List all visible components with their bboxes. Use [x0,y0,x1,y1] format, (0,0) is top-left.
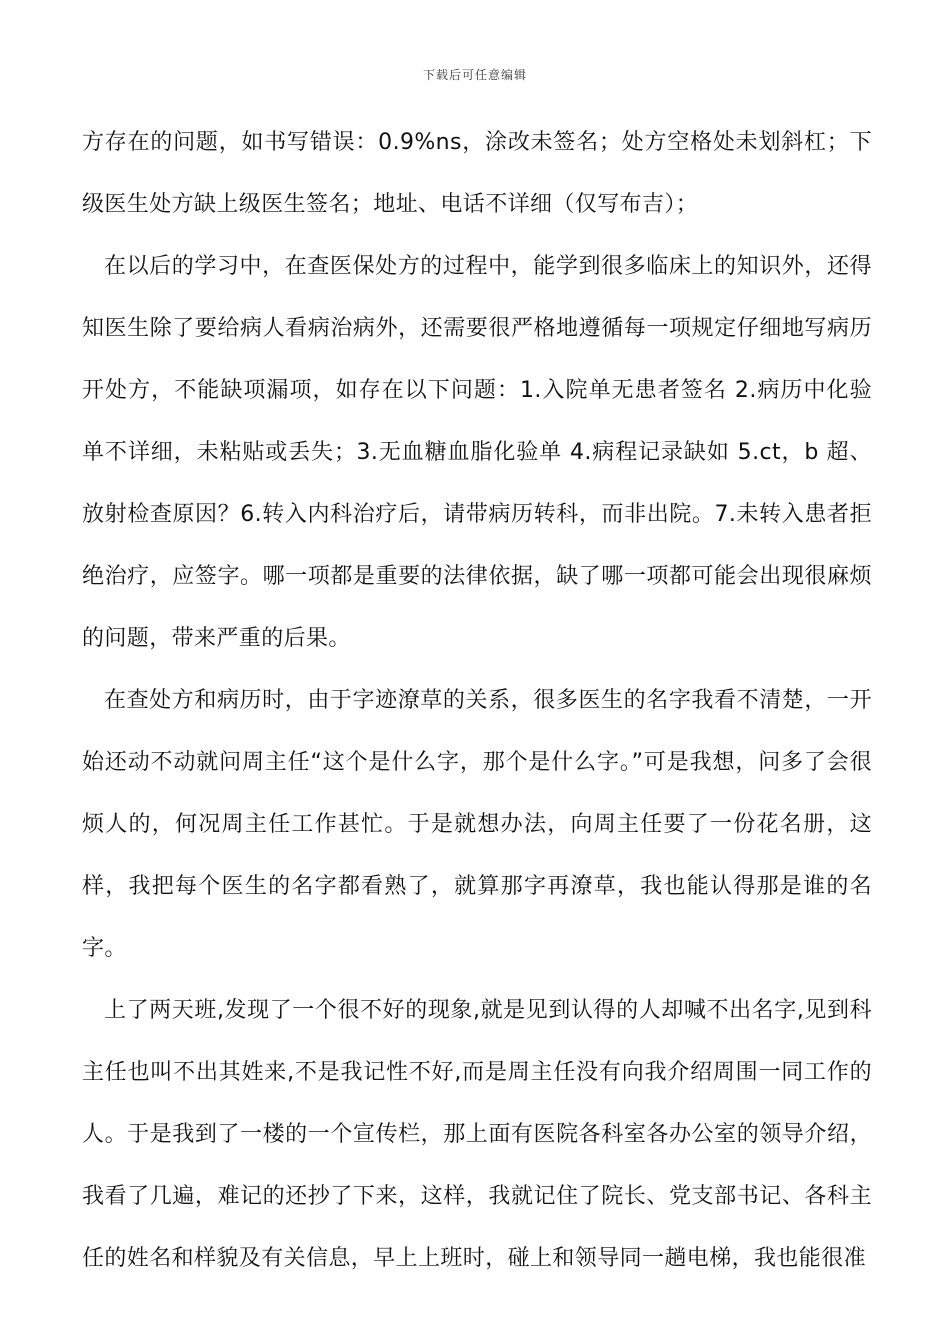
paragraph-3: 在查处方和病历时，由于字迹潦草的关系，很多医生的名字我看不清楚，一开始还动不动就问周主任“这个是什么字，那个是什么字。”可是我想，问多了会很烦人的，何况周主任工作甚忙。于是就想办法，向周主任要了一份花名册，这样，我把每个医生的名字都看熟了，就算那字再潦草，我也能认得那是谁的名字。 [82,688,872,961]
paragraph-1: 方存在的问题，如书写错误：0.9%ns，涂改未签名；处方空格处未划斜杠；下级医生处方缺上级医生签名；地址、电话不详细（仅写布吉）； [82,130,872,217]
document-body [82,112,872,1290]
page-header: 下载后可任意编辑 [422,68,527,82]
paragraph-2: 在以后的学习中，在查医保处方的过程中，能学到很多临床上的知识外，还得知医生除了要给病人看病治病外，还需要很严格地遵循每一项规定仔细地写病历开处方，不能缺项漏项，如存在以下问题：1.入院单无患者签名 2.病历中化验单不详细，未粘贴或丢失；3.无血糖血脂化验单 4.病程记录缺如 5.ct，b 超、放射检查原因？6.转入内科治疗后，请带病历转科，而非出院。7.未转入患者拒绝治疗，应签字。哪一项都是重要的法律依据，缺了哪一项都可能会出现很麻烦的问题，带来严重的后果。 [82,254,872,651]
paragraph-4: 上了两天班,发现了一个很不好的现象,就是见到认得的人却喊不出名字,见到科主任也叫不出其姓来,不是我记性不好,而是周主任没有向我介绍周围一同工作的人。于是我到了一楼的一个宣传栏，那上面有医院各科室各办公室的领导介绍，我看了几遍，难记的还抄了下来，这样，我就记住了院长、党支部书记、各科主任的姓名和样貌及有关信息，早上上班时，碰上和领导同一趟电梯，我也能很准 [82,998,872,1271]
